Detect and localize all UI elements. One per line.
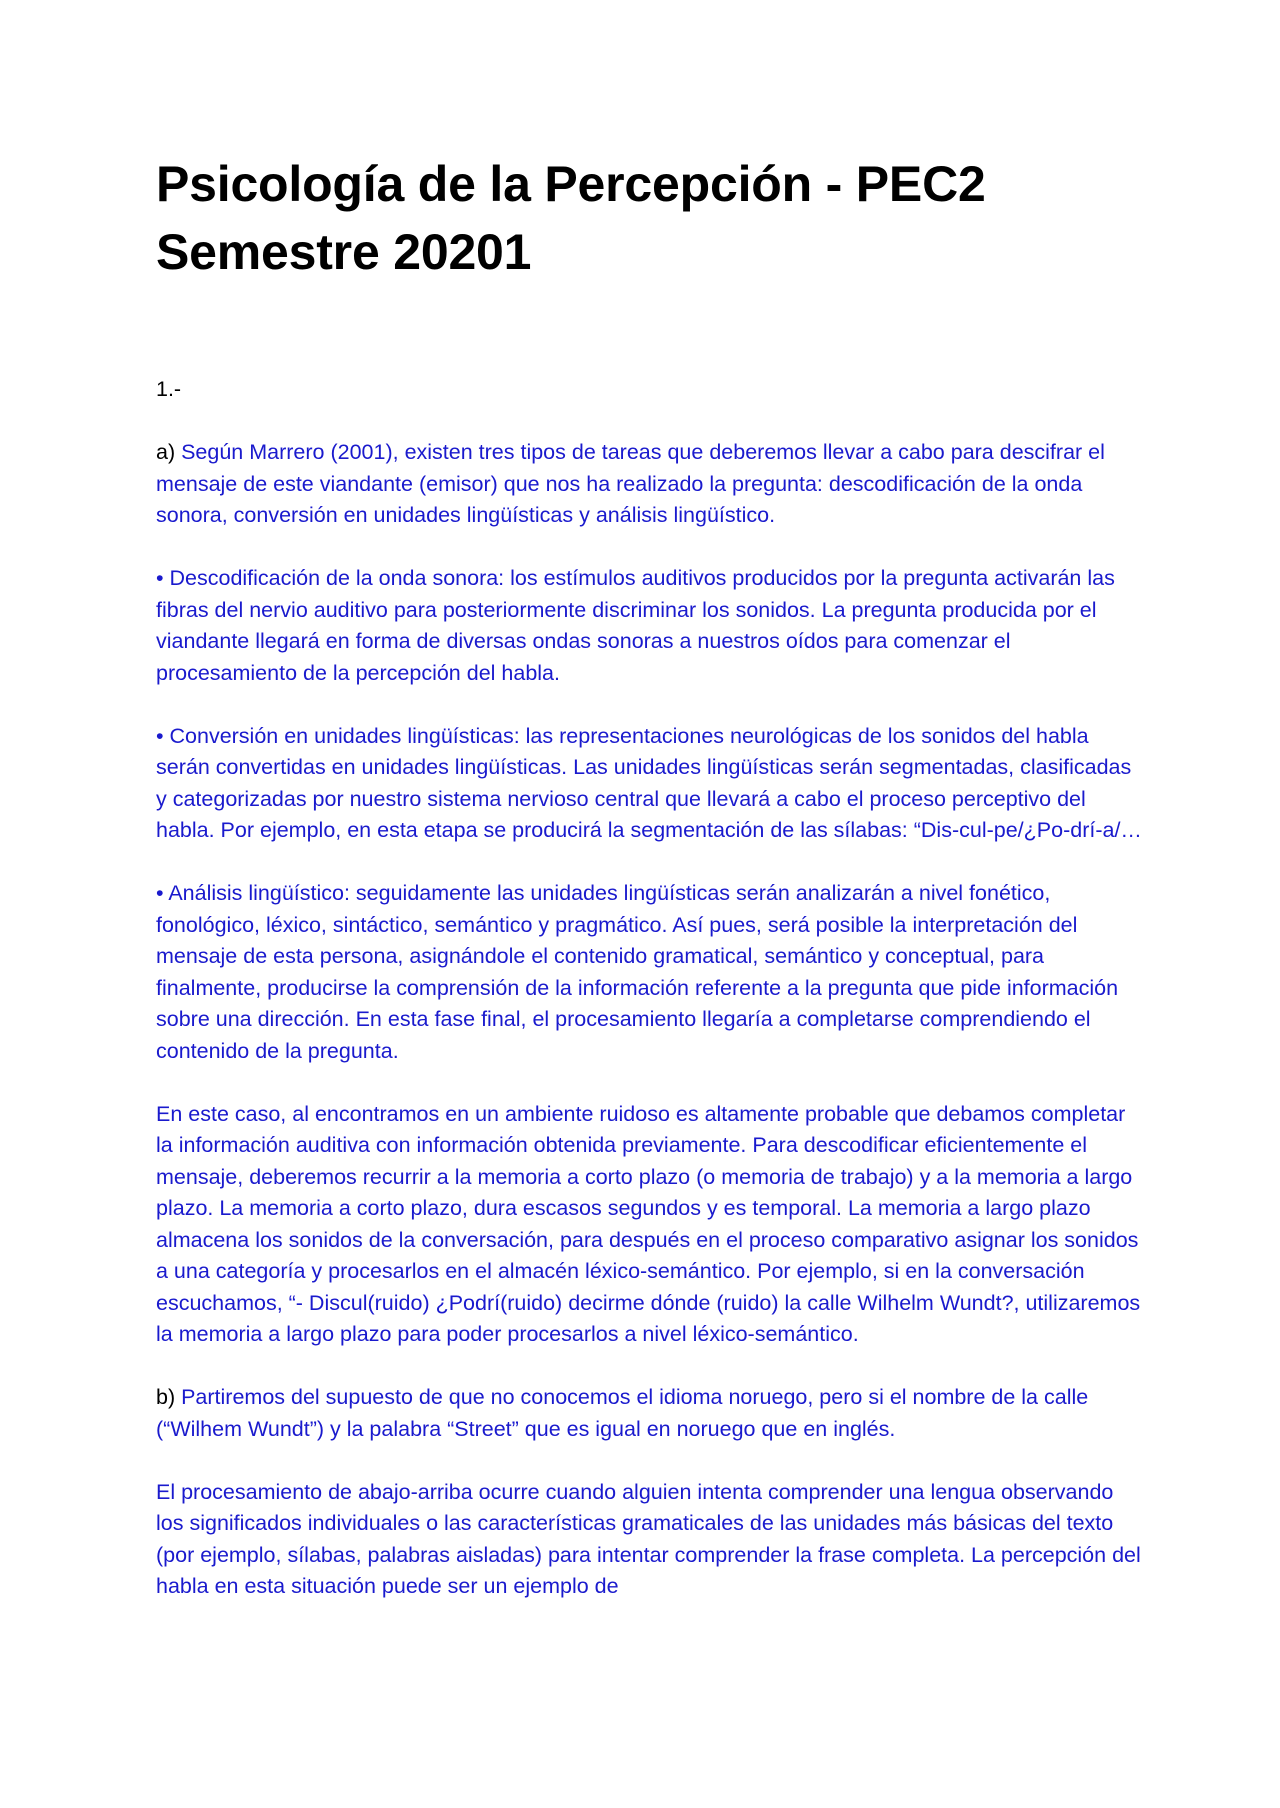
paragraph-text: Según Marrero (2001), existen tres tipos de tareas que deberemos llevar a cabo para descifrar el mensaje de este viandante (emisor) que nos ha realizado la pregunta: descodificación de la onda sonora, conversión en unidades lingüísticas y análisis lingüístico. <box>156 440 1105 527</box>
paragraph-text: • Conversión en unidades lingüísticas: las representaciones neurológicas de los sonidos del habla serán convertidas en unidades lingüísticas. Las unidades lingüísticas serán segmentadas, clasificadas y categorizadas por nuestro sistema nervioso central que llevará a cabo el proceso perceptivo del habla. Por ejemplo, en esta etapa se producirá la segmentación de las sílabas: “Dis-cul-pe/¿Po-drí-a/… <box>156 723 1142 842</box>
paragraph-memoria <box>156 1099 1146 1351</box>
document-title <box>156 150 1146 286</box>
paragraph-b-intro <box>156 1382 1146 1445</box>
paragraph-a-intro <box>156 437 1146 532</box>
title-line-2: Semestre 20201 <box>156 224 532 280</box>
paragraph-analisis <box>156 878 1146 1067</box>
document-page <box>156 150 1146 1603</box>
paragraph-text: En este caso, al encontramos en un ambiente ruidoso es altamente probable que debamos completar la información auditiva con información obtenida previamente. Para descodificar eficientemente el mensaje, deberemos recurrir a la memoria a corto plazo (o memoria de trabajo) y a la memoria a largo plazo. La memoria a corto plazo, dura escasos segundos y es temporal. La memoria a largo plazo almacena los sonidos de la conversación, para después en el proceso comparativo asignar los sonidos a una categoría y procesarlos en el almacén léxico-semántico. Por ejemplo, si en la conversación escuchamos, “- Discul(ruido) ¿Podrí(ruido) decirme dónde (ruido) la calle Wilhelm Wundt?, utilizaremos la memoria a largo plazo para poder procesarlos a nivel léxico-semántico. <box>156 1101 1141 1346</box>
paragraph-text: • Descodificación de la onda sonora: los estímulos auditivos producidos por la pregunta activarán las fibras del nervio auditivo para posteriormente discriminar los sonidos. La pregunta producida por el viandante llegará en forma de diversas ondas sonoras a nuestros oídos para comenzar el procesamiento de la percepción del habla. <box>156 566 1115 685</box>
paragraph-abajo-arriba <box>156 1477 1146 1603</box>
paragraph-conversion <box>156 721 1146 847</box>
paragraph-text: • Análisis lingüístico: seguidamente las unidades lingüísticas serán analizarán a nivel fonético, fonológico, léxico, sintáctico, semántico y pragmático. Así pues, será posible la interpretación del mensaje de esta persona, asignándole el contenido gramatical, semántico y conceptual, para finalmente, producirse la comprensión de la información referente a la pregunta que pide información sobre una dirección. En esta fase final, el procesamiento llegaría a completarse comprendiendo el contenido de la pregunta. <box>156 881 1119 1063</box>
paragraph-lead: b) <box>156 1385 182 1409</box>
section-number: 1.- <box>156 377 182 401</box>
paragraph-lead: a) <box>156 440 182 464</box>
paragraph-text: El procesamiento de abajo-arriba ocurre cuando alguien intenta comprender una lengua observando los significados individuales o las características gramaticales de las unidades más básicas del texto (por ejemplo, sílabas, palabras aisladas) para intentar comprender la frase completa. La percepción del habla en esta situación puede ser un ejemplo de <box>156 1479 1141 1598</box>
paragraph-text: Partiremos del supuesto de que no conocemos el idioma noruego, pero si el nombre de la calle (“Wilhem Wundt”) y la palabra “Street” que es igual en noruego que en inglés. <box>156 1385 1089 1441</box>
title-line-1: Psicología de la Percepción - PEC2 <box>156 156 986 212</box>
paragraph-descodificacion <box>156 563 1146 689</box>
